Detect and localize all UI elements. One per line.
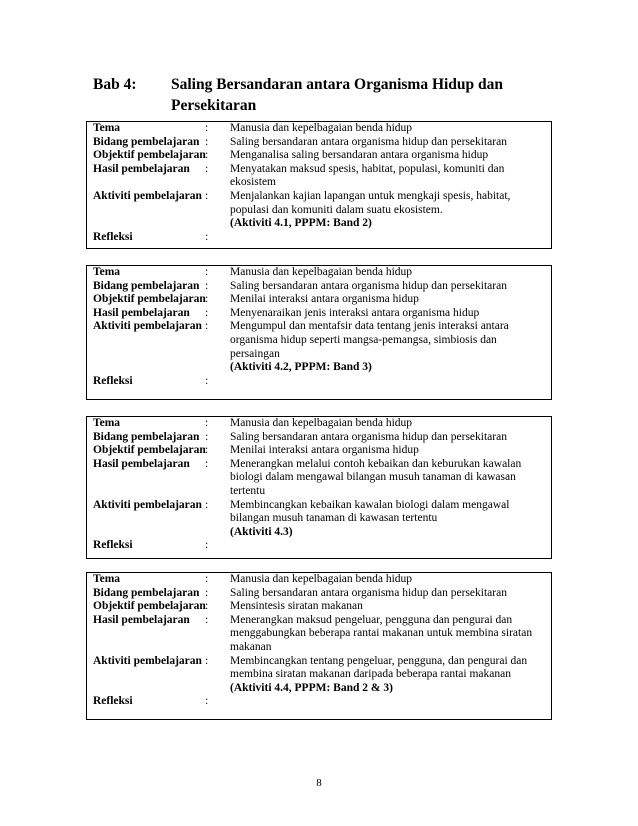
label-tema: Tema	[93, 122, 121, 134]
colon: :	[205, 586, 209, 599]
row-bidang	[87, 136, 551, 150]
row-refleksi	[87, 375, 551, 389]
row-aktiviti	[87, 499, 551, 540]
colon: :	[205, 498, 209, 511]
label-aktiviti: Aktiviti pembelajaran	[93, 320, 202, 333]
row-bidang	[87, 587, 551, 601]
colon: :	[205, 430, 209, 443]
page-number: 8	[316, 777, 322, 789]
row-objektif	[87, 600, 551, 614]
row-objektif	[87, 293, 551, 307]
label-refleksi: Refleksi	[93, 539, 133, 552]
row-aktiviti	[87, 655, 551, 696]
colon: :	[205, 230, 209, 243]
colon: :	[205, 654, 209, 667]
label-tema: Tema	[93, 266, 121, 278]
colon: :	[205, 122, 209, 134]
value-refleksi	[230, 375, 546, 389]
value-tema: Manusia dan kepelbagaian benda hidup	[230, 266, 413, 278]
colon: :	[205, 279, 209, 292]
colon: :	[205, 613, 209, 626]
value-refleksi	[230, 539, 546, 553]
value-tema: Manusia dan kepelbagaian benda hidup	[230, 417, 413, 429]
value-tema: Manusia dan kepelbagaian benda hidup	[230, 573, 413, 585]
value-aktiviti	[230, 499, 546, 540]
colon: :	[205, 135, 209, 148]
label-tema: Tema	[93, 573, 121, 585]
learning-unit-box-4	[86, 572, 552, 720]
row-hasil	[87, 458, 551, 499]
colon: :	[205, 539, 209, 552]
row-refleksi	[87, 231, 551, 245]
value-tema: Manusia dan kepelbagaian benda hidup	[230, 122, 413, 134]
learning-unit-box-3	[86, 416, 552, 559]
colon: :	[205, 600, 209, 613]
value-refleksi	[230, 695, 546, 709]
colon: :	[205, 189, 209, 202]
label-refleksi: Refleksi	[93, 374, 133, 387]
label-hasil: Hasil pembelajaran	[93, 162, 190, 175]
aktiviti-reference: (Aktiviti 4.4, PPPM: Band 2 & 3)	[230, 681, 393, 694]
colon: :	[205, 306, 209, 319]
aktiviti-text: Menjalankan kajian lapangan untuk mengkaji spesis, habitat, populasi dan komuniti dalam suatu ekosistem.	[230, 189, 511, 216]
value-hasil: Menerangkan melalui contoh kebaikan dan keburukan kawalan biologi dalam mengawal bilangan musuh tanaman di kawasan tertentu	[230, 457, 522, 497]
colon: :	[205, 293, 209, 306]
learning-unit-box-2	[86, 265, 552, 400]
row-refleksi	[87, 539, 551, 553]
value-objektif: Menilai interaksi antara organisma hidup	[230, 293, 419, 306]
aktiviti-reference: (Aktiviti 4.2, PPPM: Band 3)	[230, 361, 372, 374]
value-bidang: Saling bersandaran antara organisma hidup dan persekitaran	[230, 430, 507, 443]
learning-unit-box-1	[86, 121, 552, 249]
value-hasil: Menyenaraikan jenis interaksi antara organisma hidup	[230, 306, 480, 319]
label-refleksi: Refleksi	[93, 230, 133, 243]
row-tema	[87, 573, 551, 587]
colon: :	[205, 417, 209, 429]
label-bidang: Bidang pembelajaran	[93, 135, 200, 148]
colon: :	[205, 573, 209, 585]
label-objektif: Objektif pembelajaran	[93, 149, 206, 162]
colon: :	[205, 695, 209, 708]
value-objektif: Menganalisa saling bersandaran antara organisma hidup	[230, 149, 489, 162]
colon: :	[205, 444, 209, 457]
value-bidang: Saling bersandaran antara organisma hidup dan persekitaran	[230, 586, 507, 599]
colon: :	[205, 266, 209, 278]
label-refleksi: Refleksi	[93, 695, 133, 708]
row-tema	[87, 266, 551, 280]
value-objektif: Mensintesis siratan makanan	[230, 600, 363, 613]
colon: :	[205, 162, 209, 175]
colon: :	[205, 149, 209, 162]
value-hasil: Menyatakan maksud spesis, habitat, populasi, komuniti dan ekosistem	[230, 162, 505, 189]
row-bidang	[87, 280, 551, 294]
label-hasil: Hasil pembelajaran	[93, 457, 190, 470]
value-aktiviti	[230, 655, 546, 696]
row-tema	[87, 417, 551, 431]
chapter-number: Bab 4:	[93, 76, 137, 93]
aktiviti-reference: (Aktiviti 4.1, PPPM: Band 2)	[230, 217, 372, 230]
value-hasil: Menerangkan maksud pengeluar, pengguna dan pengurai dan menggabungkan beberapa rantai makanan untuk membina siratan makanan	[230, 613, 533, 653]
label-objektif: Objektif pembelajaran	[93, 293, 206, 306]
aktiviti-text: Membincangkan kebaikan kawalan biologi dalam mengawal bilangan musuh tanaman di kawasan tertentu	[230, 498, 510, 525]
value-objektif: Menilai interaksi antara organisma hidup	[230, 444, 419, 457]
row-refleksi	[87, 695, 551, 709]
row-objektif	[87, 149, 551, 163]
label-aktiviti: Aktiviti pembelajaran	[93, 654, 202, 667]
row-hasil	[87, 614, 551, 655]
aktiviti-text: Membincangkan tentang pengeluar, pengguna, dan pengurai dan membina siratan makanan daripada beberapa rantai makanan	[230, 654, 528, 681]
label-hasil: Hasil pembelajaran	[93, 613, 190, 626]
row-hasil	[87, 307, 551, 321]
row-bidang	[87, 431, 551, 445]
colon: :	[205, 457, 209, 470]
label-bidang: Bidang pembelajaran	[93, 430, 200, 443]
chapter-title: Saling Bersandaran antara Organisma Hidup dan Persekitaran	[171, 76, 504, 114]
aktiviti-text: Mengumpul dan mentafsir data tentang jenis interaksi antara organisma hidup seperti mangsa-pemangsa, simbiosis dan persaingan	[230, 320, 509, 360]
colon: :	[205, 320, 209, 333]
value-bidang: Saling bersandaran antara organisma hidup dan persekitaran	[230, 279, 507, 292]
row-aktiviti	[87, 320, 551, 374]
label-bidang: Bidang pembelajaran	[93, 586, 200, 599]
colon: :	[205, 374, 209, 387]
label-objektif: Objektif pembelajaran	[93, 444, 206, 457]
aktiviti-reference: (Aktiviti 4.3)	[230, 525, 293, 538]
row-objektif	[87, 444, 551, 458]
row-tema	[87, 122, 551, 136]
label-objektif: Objektif pembelajaran	[93, 600, 206, 613]
value-bidang: Saling bersandaran antara organisma hidup dan persekitaran	[230, 135, 507, 148]
label-aktiviti: Aktiviti pembelajaran	[93, 189, 202, 202]
label-hasil: Hasil pembelajaran	[93, 306, 190, 319]
value-aktiviti	[230, 190, 546, 231]
label-aktiviti: Aktiviti pembelajaran	[93, 498, 202, 511]
label-tema: Tema	[93, 417, 121, 429]
row-aktiviti	[87, 190, 551, 231]
label-bidang: Bidang pembelajaran	[93, 279, 200, 292]
value-aktiviti	[230, 320, 546, 374]
value-refleksi	[230, 231, 546, 245]
row-hasil	[87, 163, 551, 190]
